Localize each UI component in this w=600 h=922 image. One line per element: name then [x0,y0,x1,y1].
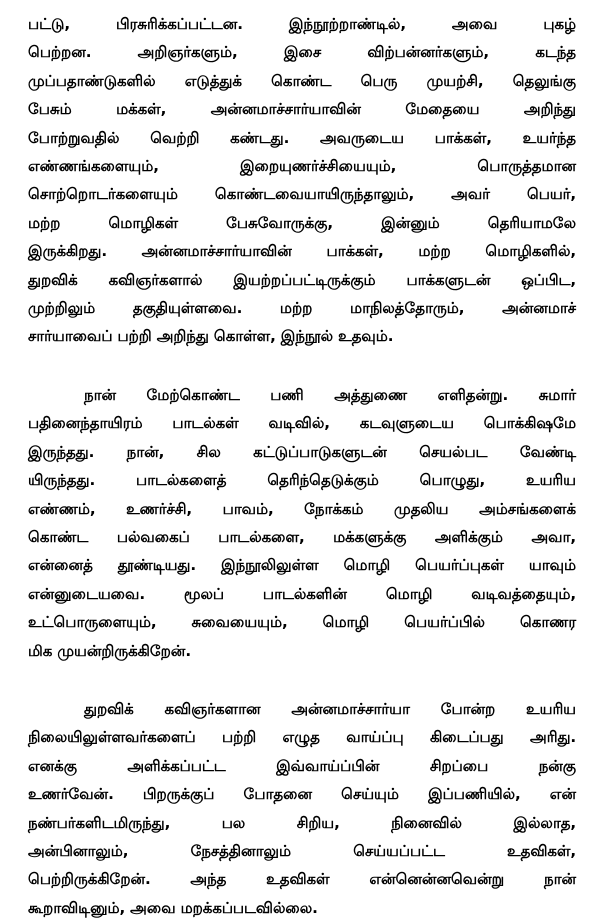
text-line: உணர்வேன். பிறருக்குப் போதனை செய்யும் இப்பணியில், என் [28,785,576,804]
document-page [28,10,576,922]
text-line: முப்பதாண்டுகளில் எடுத்துக் கொண்ட பெரு முயற்சி, தெலுங்கு [28,71,576,90]
text-line: எண்ணங்களையும், இறையுணர்ச்சியையும், பொருத்தமான [28,157,576,176]
text-line: போற்றுவதில் வெற்றி கண்டது. அவருடைய பாக்கள், உயர்ந்த [28,128,576,147]
paragraph-1 [28,10,576,351]
text-line: சொற்றொடர்களையும் கொண்டவையாயிருந்தாலும், அவர் பெயர், [28,185,576,204]
text-line: என்னுடையவை. மூலப் பாடல்களின் மொழி வடிவத்தையும், [28,584,576,603]
text-line: சார்யாவைப் பற்றி அறிந்து கொள்ள, இந்நூல் உதவும். [28,327,394,346]
text-line: துறவிக் கவிஞர்களான அன்னமாச்சார்யா போன்ற உயரிய [84,699,576,718]
text-line: உட்பொருளையும், சுவையையும், மொழி பெயர்ப்பில் கொணர [28,613,576,632]
text-line: பெற்றிருக்கிறேன். அந்த உதவிகள் என்னென்னவென்று நான் [28,870,576,889]
text-line: பட்டு, பிரசுரிக்கப்பட்டன. இந்நூற்றாண்டில், அவை புகழ் [28,15,576,33]
paragraph-3 [28,695,576,922]
text-line: பதினைந்தாயிரம் பாடல்கள் வடிவில், கடவுளுடைய பொக்கிஷமே [28,414,576,433]
text-line: கொண்ட பல்வகைப் பாடல்களை, மக்களுக்கு அளிக்கும் அவா, [28,527,576,546]
text-line: எனக்கு அளிக்கப்பட்ட இவ்வாய்ப்பின் சிறப்பை நன்கு [28,756,576,775]
text-line: எண்ணம், உணர்ச்சி, பாவம், நோக்கம் முதலிய அம்சங்களைக் [28,499,576,518]
text-line: நான் மேற்கொண்ட பணி அத்துணை எளிதன்று. சுமார் [84,385,576,404]
text-line: என்னைத் தூண்டியது. இந்நூலிலுள்ள மொழி பெயர்ப்புகள் யாவும் [28,556,576,575]
paragraph-2 [28,381,576,665]
text-line: கூறாவிடினும், அவை மறக்கப்படவில்லை. [28,898,318,917]
text-line: பெற்றன. அறிஞர்களும், இசை விற்பன்னர்களும், கடந்த [28,43,576,62]
text-line: நண்பர்களிடமிருந்து, பல சிறிய, நினைவில் இல்லாத, [28,813,576,832]
text-line: மற்ற மொழிகள் பேசுவோருக்கு, இன்னும் தெரியாமலே [28,213,576,232]
text-line: இருக்கிறது. அன்னமாச்சார்யாவின் பாக்கள், மற்ற மொழிகளில், [28,242,576,261]
text-line: நிலையிலுள்ளவர்களைப் பற்றி எழுத வாய்ப்பு கிடைப்பது அரிது. [28,728,576,747]
text-line: துறவிக் கவிஞர்களால் இயற்றப்பட்டிருக்கும் பாக்களுடன் ஒப்பிட, [28,270,576,289]
text-line: அன்பினாலும், நேசத்தினாலும் செய்யப்பட்ட உதவிகள், [28,841,576,860]
text-line: யிருந்தது. பாடல்களைத் தெரிந்தெடுக்கும் பொழுது, உயரிய [28,471,576,490]
text-line: பேசும் மக்கள், அன்னமாச்சார்யாவின் மேதையை அறிந்து [28,100,576,119]
text-line: இருந்தது. நான், சில கட்டுப்பாடுகளுடன் செயல்பட வேண்டி [28,442,576,461]
text-line: மிக முயன்றிருக்கிறேன். [28,641,191,660]
text-line: முற்றிலும் தகுதியுள்ளவை. மற்ற மாநிலத்தோரும், அன்னமாச் [28,299,576,318]
